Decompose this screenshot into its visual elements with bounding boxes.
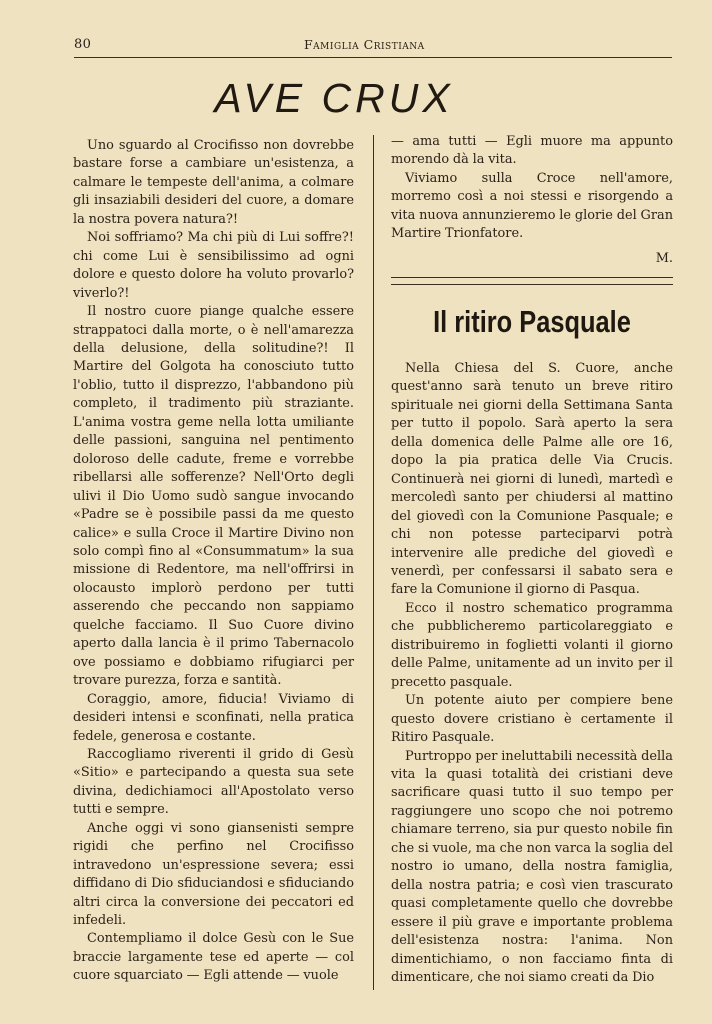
author-signature: M. — [655, 250, 673, 266]
article-title-ave-crux: AVE CRUX — [214, 75, 454, 121]
ave-crux-paragraph-4: Coraggio, amore, fiducia! Viviamo di desideri intensi e sconfinati, nella pratica fedele, generosa e costante. — [73, 691, 354, 744]
ave-crux-paragraph-2: Noi soffriamo? Ma chi più di Lui soffre?! chi come Lui è sensibilissimo ad ogni dolore e questo dolore ha voluto provarlo? viverlo?! — [73, 230, 354, 301]
ave-crux-paragraph-continued: — ama tutti — Egli muore ma appunto morendo dà la vita. — [391, 134, 673, 168]
running-title: Famiglia Cristiana — [304, 37, 425, 52]
ritiro-paragraph-3: Un potente aiuto per compiere bene questo dovere cristiano è certamente il Ritiro Pasquale. — [391, 693, 673, 746]
column-divider — [373, 135, 374, 990]
ave-crux-paragraph-6: Anche oggi vi sono giansenisti sempre rigidi che perfino nel Crocifisso intravedono un'espressione severa; essi diffidano di Dio sfiduciandosi e sfiduciando altri circa la conversione dei peccatori ed infedeli. — [73, 820, 354, 929]
page-number: 80 — [74, 37, 92, 52]
section-double-rule — [391, 277, 673, 285]
right-column-bottom — [391, 360, 673, 987]
ave-crux-paragraph-7: Contempliamo il dolce Gesù con le Sue braccie largamente tese ed aperte — col cuore squarciato — Egli attende — vuole — [73, 931, 354, 984]
right-column-top — [391, 133, 673, 268]
header-rule — [74, 57, 672, 58]
ave-crux-paragraph-5: Raccogliamo riverenti il grido di Gesù «Sitio» e partecipando a questa sua sete divina, dedichiamoci all'Apostolato verso tutti e sempre. — [73, 746, 354, 818]
ritiro-paragraph-2: Ecco il nostro schematico programma che pubblicheremo particolareggiato e distribuiremo in foglietti volanti il giorno delle Palme, unitamente ad un invito per il precetto pasquale. — [391, 600, 673, 690]
ritiro-paragraph-1: Nella Chiesa del S. Cuore, anche quest'anno sarà tenuto un breve ritiro spirituale nei giorni della Settimana Santa per tutto il popolo. Sarà aperto la sera della domenica delle Palme alle ore 16, dopo la pia pratica delle Via Crucis. Continuerà nei giorni di lunedì, martedì e mercoledì santo per chiudersi al mattino del giovedì con la Comunione Pasquale; e chi non potesse parteciparvi potrà intervenire alle prediche del giovedì e venerdì, per confessarsi il sabato sera e fare la Comunione il giorno di Pasqua. — [391, 361, 673, 598]
article-title-ritiro-pasquale: Il ritiro Pasquale — [433, 304, 631, 339]
left-column — [73, 137, 354, 986]
ritiro-paragraph-4: Purtroppo per ineluttabili necessità della vita la quasi totalità dei cristiani deve sacrificare quasi tutto il suo tempo per raggiungere uno scopo che noi potremo chiamare terreno, sia pur questo nobile fin che si vuole, ma che non varca la soglia del nostro io umano, della nostra famiglia, della nostra patria; e così vien trascurato quasi completamente quello che dovrebbe essere il più grave e importante problema dell'esistenza nostra: l'anima. Non dimentichiamo, o non facciamo finta di dimenticare, che noi siamo creati da Dio — [391, 748, 673, 985]
ave-crux-paragraph-1: Uno sguardo al Crocifisso non dovrebbe bastare forse a cambiare un'esistenza, a calmare le tempeste dell'anima, a colmare gli insaziabili desideri del cuore, a domare la nostra povera natura?! — [73, 138, 354, 227]
ave-crux-paragraph-8: Viviamo sulla Croce nell'amore, morremo così a noi stessi e risorgendo a vita nuova annunzieremo le glorie del Gran Martire Trionfatore. — [391, 170, 673, 242]
ave-crux-paragraph-3: Il nostro cuore piange qualche essere strappatoci dalla morte, o è nell'amarezza della delusione, della solitudine?! Il Martire del Golgota ha conosciuto tutto l'oblio, tutto il disprezzo, l'abbandono più completo, il tradimento più straziante. L'anima vostra geme nella lotta umiliante delle passioni, sanguina nel pentimento doloroso delle cadute, freme e vorrebbe ribellarsi alle sofferenze? Nell'Orto degli ulivi il Dio Uomo sudò sangue invocando «Padre se è possibile passi da me questo calice» e sulla Croce il Martire Divino non solo compì fino al «Consummatum» la sua missione di Redentore, ma nell'offrirsi in olocausto implorò perdono per tutti asserendo che peccando non sappiamo quelche facciamo. Il Suo Cuore divino aperto dalla lancia è il primo Tabernacolo ove possiamo e dobbiamo rifugiarci per trovare purezza, forza e santità. — [73, 304, 354, 689]
